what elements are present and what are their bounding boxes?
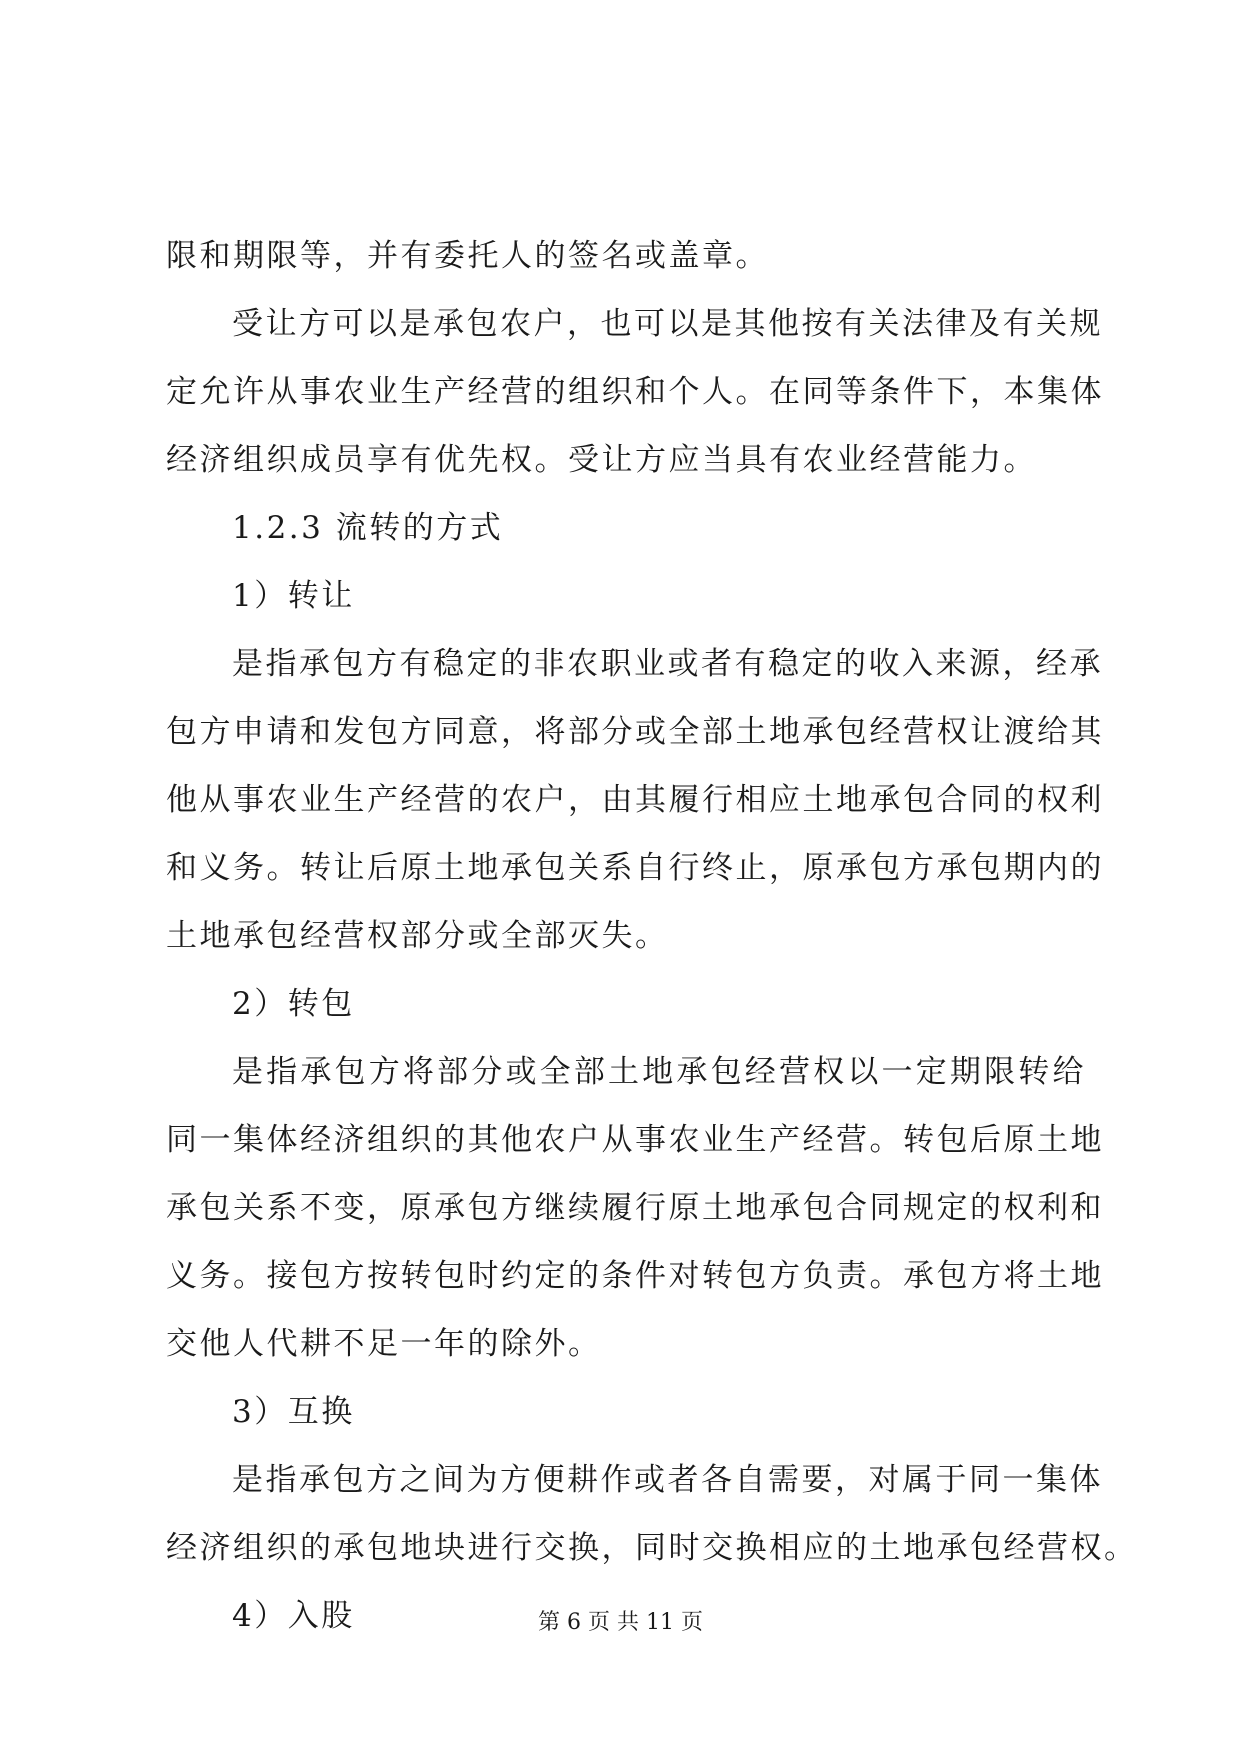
- text-line: 土地承包经营权部分或全部灭失。: [166, 918, 669, 954]
- text-line: 承包关系不变，原承包方继续履行原土地承包合同规定的权利和: [166, 1190, 1104, 1226]
- subsection-heading: 2）转包: [232, 986, 355, 1022]
- text-line: 限和期限等，并有委托人的签名或盖章。: [166, 238, 769, 274]
- text-line: 义务。接包方按转包时约定的条件对转包方负责。承包方将土地: [166, 1258, 1104, 1294]
- text-line: 同一集体经济组织的其他农户从事农业生产经营。转包后原土地: [166, 1122, 1104, 1158]
- text-line: 是指承包方将部分或全部土地承包经营权以一定期限转给: [232, 1054, 1086, 1090]
- text-line: 定允许从事农业生产经营的组织和个人。在同等条件下，本集体: [166, 374, 1104, 410]
- page-footer: 第 6 页 共 11 页: [538, 1610, 703, 1635]
- section-heading: 1.2.3 流转的方式: [232, 510, 504, 546]
- text-line: 交他人代耕不足一年的除外。: [166, 1326, 602, 1362]
- body-text: [166, 222, 1138, 1650]
- subsection-heading: 1）转让: [232, 578, 355, 614]
- text-line: 他从事农业生产经营的农户，由其履行相应土地承包合同的权利: [166, 782, 1104, 818]
- text-line: 经济组织成员享有优先权。受让方应当具有农业经营能力。: [166, 442, 1037, 478]
- text-line: 受让方可以是承包农户，也可以是其他按有关法律及有关规: [232, 306, 1103, 342]
- text-line: 和义务。转让后原土地承包关系自行终止，原承包方承包期内的: [166, 850, 1104, 886]
- text-line: 是指承包方有稳定的非农职业或者有稳定的收入来源，经承: [232, 646, 1103, 682]
- text-line: 经济组织的承包地块进行交换，同时交换相应的土地承包经营权。: [166, 1530, 1138, 1566]
- text-line: 是指承包方之间为方便耕作或者各自需要，对属于同一集体: [232, 1462, 1103, 1498]
- subsection-heading: 4）入股: [232, 1598, 355, 1634]
- text-line: 包方申请和发包方同意，将部分或全部土地承包经营权让渡给其: [166, 714, 1104, 750]
- subsection-heading: 3）互换: [232, 1394, 355, 1430]
